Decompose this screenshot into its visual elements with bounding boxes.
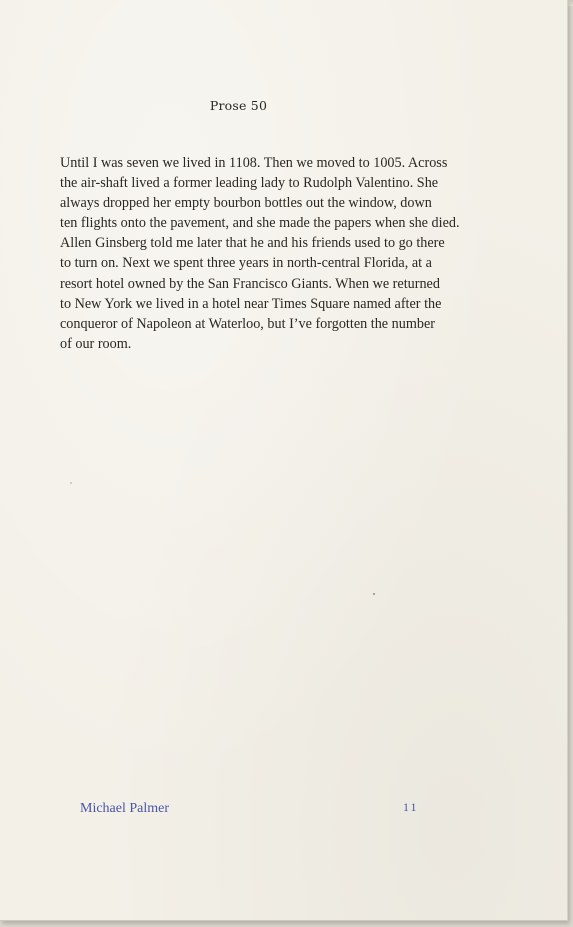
prose-line: of our room. (60, 335, 132, 352)
prose-line: resort hotel owned by the San Francisco Giants. When we returned (60, 275, 440, 292)
prose-line: the air-shaft lived a former leading lady to Rudolph Valentino. She (60, 175, 439, 192)
prose-line: Allen Ginsberg told me later that he and his friends used to go there (60, 235, 445, 252)
prose-line: Until I was seven we lived in 1108. Then we moved to 1005. Across (60, 155, 448, 171)
prose-paragraph (60, 153, 460, 354)
page-number: 11 (403, 800, 419, 814)
paper-speck (70, 482, 72, 484)
prose-line: to New York we lived in a hotel near Times Square named after the (60, 295, 442, 312)
prose-line: ten flights onto the pavement, and she made the papers when she died. (60, 215, 460, 232)
footer-author: Michael Palmer (80, 801, 170, 816)
prose-line: always dropped her empty bourbon bottles out the window, down (60, 195, 432, 212)
page-title: Prose 50 (209, 98, 268, 113)
prose-line: to turn on. Next we spent three years in north-central Florida, at a (60, 255, 432, 272)
paper-speck (373, 593, 375, 595)
prose-line: conqueror of Napoleon at Waterloo, but I’ve forgotten the number (60, 315, 435, 332)
